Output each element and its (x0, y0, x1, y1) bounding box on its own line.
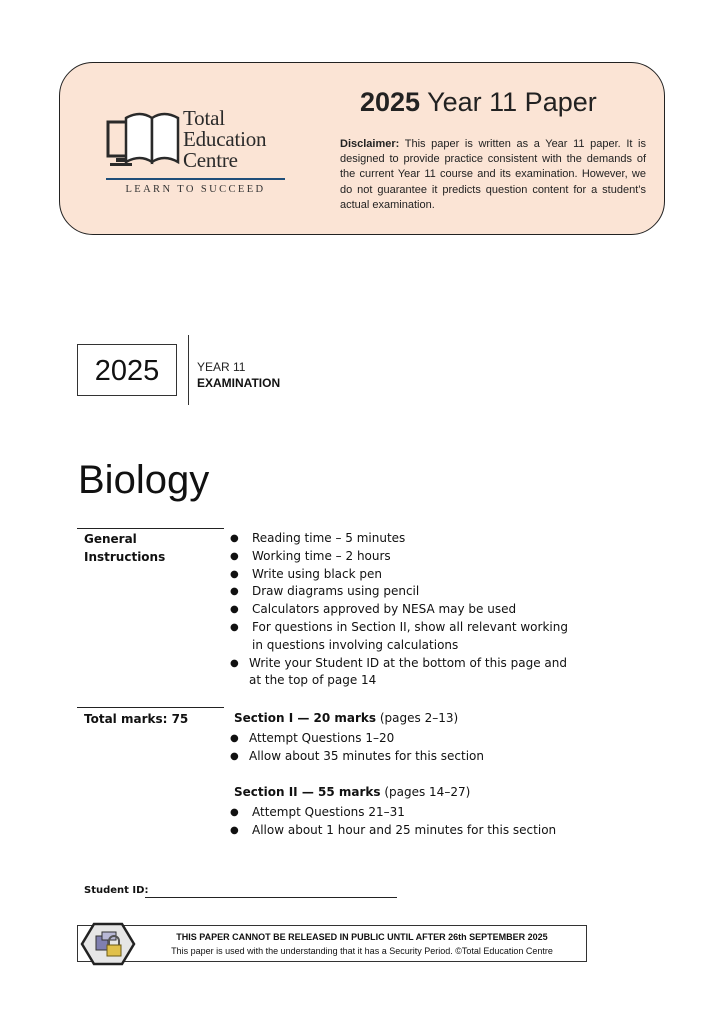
bullet-icon: ● (230, 533, 239, 544)
bullet-icon: ● (230, 586, 239, 598)
logo-line-centre: Centre (183, 148, 238, 172)
general-label-line1: General (84, 532, 137, 546)
disclaimer (340, 137, 646, 213)
logo-tagline: LEARN TO SUCCEED (125, 184, 266, 195)
section-1-title: Section I — 20 marks (234, 711, 377, 725)
student-id-label: Student ID: (84, 885, 149, 896)
bullet-icon: ● (230, 621, 239, 633)
student-id-field[interactable] (145, 897, 397, 898)
list-item: ● Reading time – 5 minutes (230, 530, 575, 548)
section-1-list (230, 730, 575, 766)
bullet-icon: ● (230, 604, 239, 616)
bullet-icon: ● (230, 550, 239, 562)
security-notice-text: This paper is used with the understanding that it has a Security Period. ©Total Education Centre (171, 946, 553, 956)
section-2-pages: (pages 14–27) (380, 785, 471, 799)
logo-rule (106, 178, 285, 180)
divider-line (188, 335, 189, 405)
total-education-centre-logo (106, 108, 286, 198)
list-item: ● Calculators approved by NESA may be used (230, 601, 575, 619)
section-2-title: Section II — 55 marks (234, 785, 381, 799)
general-instructions-label (84, 530, 165, 566)
bullet-icon: ● (230, 568, 239, 580)
security-padlock-icon (80, 921, 136, 967)
bullet-icon: ● (230, 824, 239, 836)
list-item: ● Attempt Questions 1–20 (230, 730, 575, 748)
logo-line-education: Education (183, 127, 267, 151)
list-item: ● For questions in Section II, show all relevant working in questions involving calculations (230, 619, 568, 652)
general-instructions-list (230, 530, 575, 690)
section-1-heading (234, 711, 458, 725)
bullet-icon: ● (230, 807, 239, 818)
disclaimer-label: Disclaimer: (340, 138, 400, 150)
list-item: ● Allow about 35 minutes for this section (230, 748, 575, 766)
list-item: ● Write using black pen (230, 566, 575, 584)
exam-type: EXAMINATION (197, 376, 281, 390)
list-item: ● Write your Student ID at the bottom of this page and at the top of page 14 (230, 655, 567, 688)
security-notice (77, 925, 587, 962)
total-marks-label: Total marks: 75 (84, 712, 189, 726)
logo-line-total: Total (183, 106, 225, 130)
paper-year: 2025 (360, 87, 421, 117)
bullet-icon: ● (230, 750, 239, 762)
general-label-line2: Instructions (84, 550, 166, 564)
security-notice-title: THIS PAPER CANNOT BE RELEASED IN PUBLIC UNTIL AFTER 26th SEPTEMBER 2025 (176, 932, 548, 942)
list-item: ● Attempt Questions 21–31 (230, 804, 575, 822)
header-banner (59, 62, 665, 235)
section-2-list (230, 804, 575, 840)
list-item: ● Draw diagrams using pencil (230, 583, 575, 601)
paper-title (360, 87, 597, 118)
marks-rule (77, 707, 224, 708)
section-1-pages: (pages 2–13) (376, 711, 459, 725)
section-2-heading (234, 785, 470, 799)
bullet-icon: ● (230, 733, 239, 744)
exam-level: YEAR 11 (197, 360, 246, 374)
exam-year-box: 2025 (77, 344, 177, 396)
bullet-icon: ● (230, 657, 239, 669)
disclaimer-text: This paper is written as a Year 11 paper. It is designed to provide practice consistent with the demands of the current Year 11 course and its examination. However, we do not guarantee it predicts question content for a student’s actual examination. (340, 138, 646, 211)
subject-title: Biology (78, 458, 210, 502)
paper-name: Year 11 Paper (427, 87, 597, 117)
list-item: ● Allow about 1 hour and 25 minutes for this section (230, 822, 575, 840)
list-item: ● Working time – 2 hours (230, 548, 575, 566)
book-monitor-icon (106, 108, 182, 176)
